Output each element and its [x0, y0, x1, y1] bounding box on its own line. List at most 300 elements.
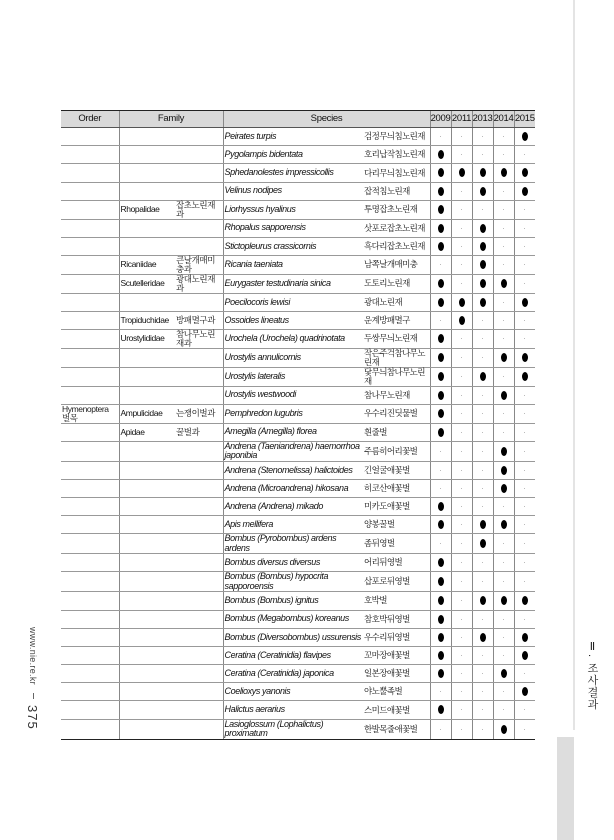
observation-cell-2011 — [451, 128, 472, 146]
observation-cell-2013 — [472, 404, 493, 423]
order-cell — [61, 330, 119, 349]
observed-dot-icon — [522, 372, 528, 381]
not-observed-mark — [503, 154, 504, 155]
observation-cell-2015 — [514, 182, 535, 200]
family-korean-name — [175, 646, 223, 664]
observed-dot-icon — [480, 279, 486, 288]
observed-dot-icon — [501, 596, 507, 605]
order-cell — [61, 479, 119, 497]
species-scientific-name: Urostylis lateralis — [223, 367, 363, 386]
observation-cell-2009 — [430, 665, 451, 683]
order-cell — [61, 554, 119, 572]
table-row — [61, 628, 535, 646]
not-observed-mark — [524, 451, 525, 452]
species-korean-name: 스미드애꽃벌 — [363, 701, 430, 719]
observation-cell-2015 — [514, 534, 535, 554]
family-korean-name — [175, 701, 223, 719]
observed-dot-icon — [438, 150, 444, 159]
not-observed-mark — [440, 729, 441, 730]
order-cell — [61, 200, 119, 219]
species-korean-name: 광대노린재 — [363, 293, 430, 311]
species-scientific-name: Andrena (Stenomelissa) halictoides — [223, 461, 363, 479]
family-korean-name — [175, 479, 223, 497]
observation-cell-2014 — [493, 534, 514, 554]
observation-cell-2015 — [514, 628, 535, 646]
not-observed-mark — [461, 562, 462, 563]
observation-cell-2013 — [472, 386, 493, 404]
observed-dot-icon — [438, 279, 444, 288]
header-year: 2009 — [430, 111, 451, 128]
observation-cell-2011 — [451, 274, 472, 293]
not-observed-mark — [503, 191, 504, 192]
section-label: Ⅱ. 조사결과 — [586, 640, 598, 711]
observation-cell-2009 — [430, 367, 451, 386]
species-scientific-name: Lasioglossum (Lophalictus) proximatum — [223, 719, 363, 739]
observation-cell-2013 — [472, 348, 493, 367]
observed-dot-icon — [438, 242, 444, 251]
observation-cell-2015 — [514, 274, 535, 293]
not-observed-mark — [524, 283, 525, 284]
right-margin-rule — [573, 0, 575, 730]
observation-cell-2013 — [472, 423, 493, 441]
observation-cell-2013 — [472, 274, 493, 293]
observation-cell-2015 — [514, 610, 535, 628]
not-observed-mark — [461, 600, 462, 601]
observed-dot-icon — [438, 502, 444, 511]
order-cell — [61, 311, 119, 329]
order-cell — [61, 701, 119, 719]
observation-cell-2013 — [472, 330, 493, 349]
not-observed-mark — [461, 655, 462, 656]
not-observed-mark — [440, 451, 441, 452]
observation-cell-2011 — [451, 628, 472, 646]
family-korean-name: 꿀벌과 — [175, 423, 223, 441]
family-korean-name: 참나무노린재과 — [175, 330, 223, 349]
family-korean-name — [175, 146, 223, 164]
observed-dot-icon — [438, 391, 444, 400]
observation-cell-2015 — [514, 237, 535, 255]
observation-cell-2015 — [514, 479, 535, 497]
observation-cell-2011 — [451, 386, 472, 404]
observation-cell-2009 — [430, 386, 451, 404]
table-row — [61, 701, 535, 719]
species-scientific-name: Bombus (Pyrobombus) ardens ardens — [223, 534, 363, 554]
family-latin-name — [119, 128, 175, 146]
observation-cell-2013 — [472, 572, 493, 592]
not-observed-mark — [440, 691, 441, 692]
not-observed-mark — [503, 619, 504, 620]
observation-cell-2009 — [430, 146, 451, 164]
observed-dot-icon — [459, 168, 465, 177]
observation-cell-2009 — [430, 461, 451, 479]
observation-cell-2013 — [472, 628, 493, 646]
observation-cell-2014 — [493, 404, 514, 423]
species-scientific-name: Bombus diversus diversus — [223, 554, 363, 572]
family-latin-name — [119, 367, 175, 386]
species-korean-name: 남쪽날개매미충 — [363, 255, 430, 274]
order-cell — [61, 683, 119, 701]
table-row — [61, 128, 535, 146]
family-latin-name — [119, 719, 175, 739]
observation-cell-2009 — [430, 311, 451, 329]
observation-cell-2009 — [430, 348, 451, 367]
family-latin-name — [119, 516, 175, 534]
table-row — [61, 255, 535, 274]
species-korean-name: 주름히어리꽃벌 — [363, 441, 430, 461]
family-latin-name — [119, 461, 175, 479]
not-observed-mark — [461, 209, 462, 210]
observation-cell-2014 — [493, 479, 514, 497]
family-korean-name — [175, 683, 223, 701]
species-korean-name: 한발목줄애꽃벌 — [363, 719, 430, 739]
observed-dot-icon — [438, 409, 444, 418]
table-row — [61, 461, 535, 479]
not-observed-mark — [482, 136, 483, 137]
observed-dot-icon — [459, 316, 465, 325]
header-family: Family — [119, 111, 223, 128]
observation-cell-2013 — [472, 554, 493, 572]
species-scientific-name: Liorhyssus hyalinus — [223, 200, 363, 219]
order-cell — [61, 646, 119, 664]
not-observed-mark — [524, 264, 525, 265]
order-cell — [61, 628, 119, 646]
species-korean-name: 운계방패멸구 — [363, 311, 430, 329]
species-scientific-name: Stictopleurus crassicornis — [223, 237, 363, 255]
observation-cell-2009 — [430, 182, 451, 200]
order-cell — [61, 293, 119, 311]
not-observed-mark — [482, 320, 483, 321]
not-observed-mark — [461, 506, 462, 507]
not-observed-mark — [503, 691, 504, 692]
observation-cell-2014 — [493, 610, 514, 628]
not-observed-mark — [503, 562, 504, 563]
observation-cell-2009 — [430, 219, 451, 237]
not-observed-mark — [461, 432, 462, 433]
observed-dot-icon — [438, 372, 444, 381]
observation-cell-2015 — [514, 516, 535, 534]
family-latin-name — [119, 592, 175, 610]
observation-cell-2013 — [472, 461, 493, 479]
observation-cell-2013 — [472, 200, 493, 219]
observation-cell-2014 — [493, 646, 514, 664]
not-observed-mark — [461, 470, 462, 471]
observation-cell-2014 — [493, 182, 514, 200]
family-latin-name — [119, 683, 175, 701]
observation-cell-2015 — [514, 330, 535, 349]
observation-cell-2015 — [514, 164, 535, 182]
observation-cell-2014 — [493, 293, 514, 311]
observation-cell-2013 — [472, 479, 493, 497]
species-scientific-name: Andrena (Andrena) mikado — [223, 498, 363, 516]
order-cell — [61, 592, 119, 610]
observation-cell-2009 — [430, 554, 451, 572]
observation-cell-2011 — [451, 719, 472, 739]
observation-cell-2009 — [430, 255, 451, 274]
not-observed-mark — [524, 729, 525, 730]
family-latin-name: Ampulicidae — [119, 404, 175, 423]
observation-cell-2015 — [514, 683, 535, 701]
order-cell — [61, 516, 119, 534]
not-observed-mark — [503, 338, 504, 339]
family-latin-name — [119, 554, 175, 572]
observation-cell-2013 — [472, 146, 493, 164]
table-row — [61, 441, 535, 461]
observation-cell-2011 — [451, 441, 472, 461]
not-observed-mark — [524, 619, 525, 620]
not-observed-mark — [461, 136, 462, 137]
family-korean-name — [175, 164, 223, 182]
family-latin-name — [119, 665, 175, 683]
family-latin-name — [119, 219, 175, 237]
not-observed-mark — [503, 581, 504, 582]
observed-dot-icon — [522, 687, 528, 696]
observation-cell-2015 — [514, 592, 535, 610]
observation-cell-2011 — [451, 146, 472, 164]
observation-cell-2011 — [451, 610, 472, 628]
not-observed-mark — [503, 376, 504, 377]
species-korean-name: 닻무늬참나무노린재 — [363, 367, 430, 386]
family-korean-name — [175, 554, 223, 572]
observation-cell-2013 — [472, 367, 493, 386]
observation-cell-2014 — [493, 128, 514, 146]
observation-cell-2015 — [514, 367, 535, 386]
not-observed-mark — [482, 619, 483, 620]
not-observed-mark — [461, 395, 462, 396]
website-url[interactable]: www.nie.re.kr — [28, 627, 38, 685]
observed-dot-icon — [438, 558, 444, 567]
observed-dot-icon — [501, 466, 507, 475]
family-latin-name — [119, 610, 175, 628]
observation-cell-2013 — [472, 719, 493, 739]
species-korean-name: 긴얼굴애꽃벌 — [363, 461, 430, 479]
not-observed-mark — [503, 413, 504, 414]
not-observed-mark — [482, 581, 483, 582]
species-korean-name: 흑다리잡초노린재 — [363, 237, 430, 255]
not-observed-mark — [524, 209, 525, 210]
footer-separator — [33, 693, 34, 699]
observed-dot-icon — [438, 298, 444, 307]
observation-cell-2009 — [430, 479, 451, 497]
page-number: 375 — [25, 705, 40, 730]
not-observed-mark — [503, 709, 504, 710]
species-scientific-name: Apis mellifera — [223, 516, 363, 534]
not-observed-mark — [524, 581, 525, 582]
not-observed-mark — [503, 320, 504, 321]
observation-cell-2013 — [472, 498, 493, 516]
observed-dot-icon — [522, 633, 528, 642]
species-korean-name: 좀뒤영벌 — [363, 534, 430, 554]
observation-cell-2013 — [472, 237, 493, 255]
observation-cell-2009 — [430, 441, 451, 461]
family-latin-name — [119, 701, 175, 719]
observation-cell-2009 — [430, 719, 451, 739]
family-korean-name — [175, 128, 223, 146]
table-row — [61, 367, 535, 386]
observation-cell-2015 — [514, 665, 535, 683]
species-korean-name: 우수리뒤영벌 — [363, 628, 430, 646]
observed-dot-icon — [480, 633, 486, 642]
not-observed-mark — [440, 264, 441, 265]
species-scientific-name: Ossoides lineatus — [223, 311, 363, 329]
not-observed-mark — [503, 432, 504, 433]
observation-cell-2015 — [514, 461, 535, 479]
observation-cell-2013 — [472, 311, 493, 329]
order-cell — [61, 665, 119, 683]
species-scientific-name: Urochela (Urochela) quadrinotata — [223, 330, 363, 349]
family-latin-name — [119, 237, 175, 255]
observation-cell-2014 — [493, 348, 514, 367]
observation-cell-2009 — [430, 498, 451, 516]
observation-cell-2014 — [493, 516, 514, 534]
family-korean-name: 방패멸구과 — [175, 311, 223, 329]
table-body — [61, 128, 535, 740]
table-row — [61, 146, 535, 164]
species-korean-name: 삿포로잡초노린재 — [363, 219, 430, 237]
not-observed-mark — [461, 729, 462, 730]
observation-cell-2013 — [472, 182, 493, 200]
order-cell — [61, 164, 119, 182]
observation-cell-2011 — [451, 164, 472, 182]
not-observed-mark — [524, 524, 525, 525]
observation-cell-2011 — [451, 498, 472, 516]
not-observed-mark — [482, 395, 483, 396]
observation-cell-2014 — [493, 146, 514, 164]
table-row — [61, 592, 535, 610]
observed-dot-icon — [501, 669, 507, 678]
species-scientific-name: Bombus (Bombus) hypocrita sapporoensis — [223, 572, 363, 592]
observed-dot-icon — [522, 187, 528, 196]
observation-cell-2011 — [451, 237, 472, 255]
species-scientific-name: Poecilocoris lewisi — [223, 293, 363, 311]
table-row — [61, 719, 535, 739]
not-observed-mark — [503, 209, 504, 210]
species-korean-name: 작은주걱참나무노린재 — [363, 348, 430, 367]
header-year: 2011 — [451, 111, 472, 128]
observation-cell-2009 — [430, 164, 451, 182]
observation-cell-2015 — [514, 441, 535, 461]
observed-dot-icon — [480, 596, 486, 605]
observation-cell-2013 — [472, 701, 493, 719]
species-korean-name: 히코산애꽃벌 — [363, 479, 430, 497]
species-scientific-name: Rhopalus sapporensis — [223, 219, 363, 237]
order-cell — [61, 534, 119, 554]
species-korean-name: 두쌍무늬노린재 — [363, 330, 430, 349]
species-korean-name: 잡적침노린재 — [363, 182, 430, 200]
table-row — [61, 516, 535, 534]
table-row — [61, 610, 535, 628]
observed-dot-icon — [480, 520, 486, 529]
observation-cell-2015 — [514, 572, 535, 592]
observation-cell-2014 — [493, 554, 514, 572]
observation-cell-2011 — [451, 479, 472, 497]
observation-cell-2015 — [514, 404, 535, 423]
observation-cell-2015 — [514, 554, 535, 572]
not-observed-mark — [461, 228, 462, 229]
table-row — [61, 572, 535, 592]
observation-cell-2014 — [493, 461, 514, 479]
observation-cell-2015 — [514, 719, 535, 739]
not-observed-mark — [482, 506, 483, 507]
not-observed-mark — [524, 228, 525, 229]
species-korean-name: 어리뒤영벌 — [363, 554, 430, 572]
observation-cell-2013 — [472, 219, 493, 237]
header-year: 2015 — [514, 111, 535, 128]
table-row — [61, 554, 535, 572]
family-korean-name — [175, 534, 223, 554]
species-scientific-name: Bombus (Diversobombus) ussurensis — [223, 628, 363, 646]
family-korean-name — [175, 516, 223, 534]
family-latin-name — [119, 441, 175, 461]
not-observed-mark — [461, 283, 462, 284]
species-korean-name: 삽포로뒤영벌 — [363, 572, 430, 592]
not-observed-mark — [482, 488, 483, 489]
observed-dot-icon — [480, 224, 486, 233]
observation-cell-2013 — [472, 646, 493, 664]
family-korean-name: 큰날개매미충과 — [175, 255, 223, 274]
not-observed-mark — [482, 413, 483, 414]
table-row — [61, 683, 535, 701]
species-korean-name: 검정무늬침노린재 — [363, 128, 430, 146]
table-row — [61, 293, 535, 311]
family-korean-name — [175, 719, 223, 739]
species-scientific-name: Velinus nodipes — [223, 182, 363, 200]
observation-cell-2014 — [493, 683, 514, 701]
not-observed-mark — [524, 562, 525, 563]
observation-cell-2009 — [430, 628, 451, 646]
species-korean-name: 참나무노린재 — [363, 386, 430, 404]
species-scientific-name: Ceratina (Ceratinidia) japonica — [223, 665, 363, 683]
not-observed-mark — [461, 691, 462, 692]
observation-cell-2013 — [472, 592, 493, 610]
family-latin-name — [119, 534, 175, 554]
family-latin-name — [119, 646, 175, 664]
species-scientific-name: Pemphredon lugubris — [223, 404, 363, 423]
observation-cell-2014 — [493, 665, 514, 683]
species-korean-name: 일본장애꽃벌 — [363, 665, 430, 683]
species-korean-name: 호리납작침노린재 — [363, 146, 430, 164]
observed-dot-icon — [438, 353, 444, 362]
observation-cell-2014 — [493, 592, 514, 610]
not-observed-mark — [524, 338, 525, 339]
observed-dot-icon — [438, 669, 444, 678]
species-scientific-name: Ricania taeniata — [223, 255, 363, 274]
order-cell — [61, 441, 119, 461]
observation-cell-2009 — [430, 293, 451, 311]
observation-cell-2009 — [430, 534, 451, 554]
not-observed-mark — [461, 357, 462, 358]
species-korean-name: 호박벌 — [363, 592, 430, 610]
observed-dot-icon — [459, 298, 465, 307]
observed-dot-icon — [438, 168, 444, 177]
table-row — [61, 423, 535, 441]
observation-cell-2009 — [430, 516, 451, 534]
species-scientific-name: Eurygaster testudinaria sinica — [223, 274, 363, 293]
not-observed-mark — [524, 470, 525, 471]
observed-dot-icon — [438, 187, 444, 196]
observation-cell-2014 — [493, 311, 514, 329]
family-korean-name — [175, 498, 223, 516]
not-observed-mark — [503, 246, 504, 247]
order-cell — [61, 461, 119, 479]
not-observed-mark — [524, 320, 525, 321]
table-row — [61, 386, 535, 404]
observation-cell-2015 — [514, 386, 535, 404]
family-latin-name — [119, 628, 175, 646]
table-row — [61, 348, 535, 367]
not-observed-mark — [482, 470, 483, 471]
observed-dot-icon — [480, 187, 486, 196]
observation-cell-2014 — [493, 701, 514, 719]
